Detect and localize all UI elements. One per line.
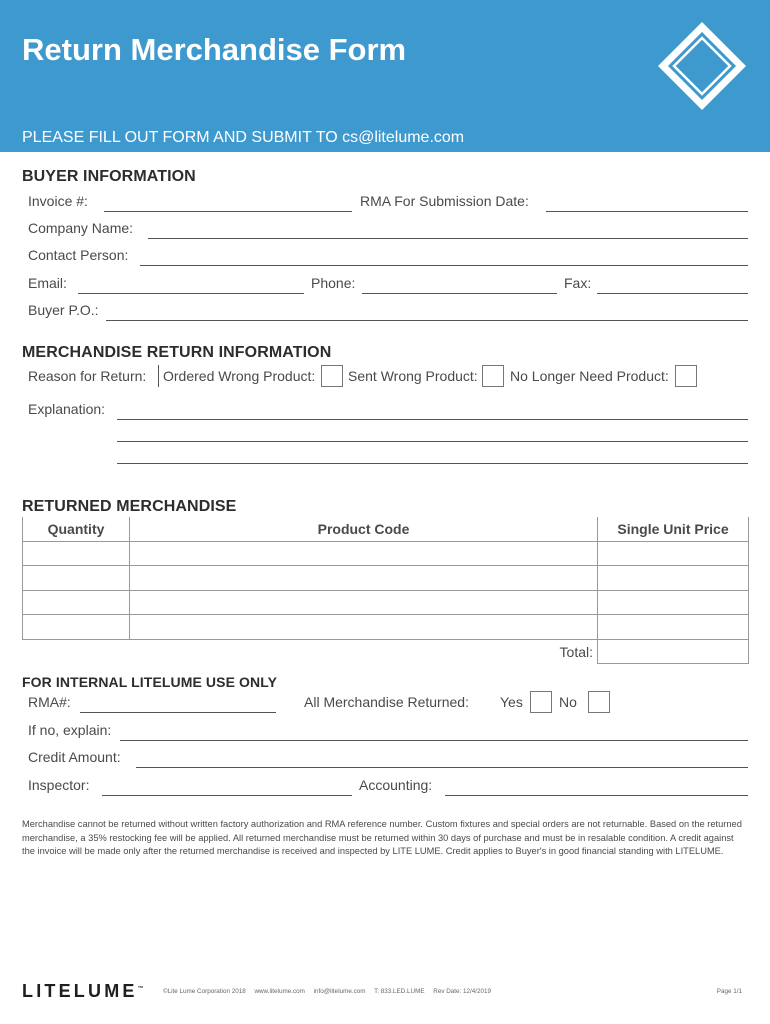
phone-field[interactable] [362,293,557,294]
explanation-label: Explanation: [28,401,106,417]
if-no-explain-field[interactable] [120,740,748,741]
rma-number-field[interactable] [80,712,276,713]
product-code-cell[interactable] [130,615,598,640]
phone-label: Phone: [311,275,356,291]
total-label: Total: [130,639,598,664]
contact-person-field[interactable] [140,265,748,266]
invoice-label: Invoice #: [28,193,88,209]
email-label: Email: [28,275,67,291]
product-code-cell[interactable] [130,566,598,591]
inspector-label: Inspector: [28,777,90,793]
ordered-wrong-label: Ordered Wrong Product: [163,368,316,384]
footer-phone: T: 833.LED.LUME [374,988,425,995]
sent-wrong-label: Sent Wrong Product: [348,368,478,384]
no-label: No [559,694,577,710]
total-cell[interactable] [598,639,749,664]
if-no-explain-label: If no, explain: [28,722,112,738]
internal-use-heading: FOR INTERNAL LITELUME USE ONLY [22,674,278,690]
litelume-logo [22,981,144,1002]
quantity-cell[interactable] [23,615,130,640]
sent-wrong-checkbox[interactable] [482,365,504,387]
footer-copyright: ©Lite Lume Corporation 2018 [163,988,246,995]
all-returned-label: All Merchandise Returned: [304,694,469,710]
ordered-wrong-checkbox[interactable] [321,365,343,387]
company-name-label: Company Name: [28,220,134,236]
unit-price-cell[interactable] [598,590,749,615]
inspector-field[interactable] [102,795,352,796]
no-longer-need-label: No Longer Need Product: [510,368,669,384]
unit-price-column-header: Single Unit Price [598,517,749,541]
form-title: Return Merchandise Form [22,32,407,67]
trademark-mark: ™ [137,986,144,992]
returned-merchandise-heading: RETURNED MERCHANDISE [22,498,237,515]
buyer-information-heading: BUYER INFORMATION [22,168,196,185]
credit-amount-label: Credit Amount: [28,749,121,765]
fax-label: Fax: [564,275,592,291]
logo-text: LITELUME [22,981,138,1001]
product-code-column-header: Product Code [130,517,598,541]
rma-number-label: RMA#: [28,694,71,710]
merchandise-return-heading: MERCHANDISE RETURN INFORMATION [22,344,332,361]
rma-date-label: RMA For Submission Date: [360,193,529,209]
quantity-cell[interactable] [23,541,130,566]
rma-date-field[interactable] [546,211,748,212]
unit-price-cell[interactable] [598,615,749,640]
quantity-cell[interactable] [23,590,130,615]
credit-amount-field[interactable] [136,767,748,768]
explanation-field-line-2[interactable] [117,441,748,442]
table-row [23,615,749,640]
buyer-po-label: Buyer P.O.: [28,302,99,318]
footer-email[interactable]: info@litelume.com [313,988,366,995]
unit-price-cell[interactable] [598,566,749,591]
table-row [23,566,749,591]
total-row [23,639,749,664]
invoice-field[interactable] [104,211,352,212]
fax-field[interactable] [597,293,748,294]
reason-divider [158,365,159,387]
footer-website[interactable]: www.litelume.com [254,988,305,995]
product-code-cell[interactable] [130,590,598,615]
table-row [23,590,749,615]
table-row [23,541,749,566]
no-longer-need-checkbox[interactable] [675,365,697,387]
accounting-field[interactable] [445,795,748,796]
terms-fine-print: Merchandise cannot be returned without written factory authorization and RMA reference number. Custom fixtures and special orders are not returnable. Based on the returned merchandise, a 35% restocking fee will be applied. All returned merchandise must be returned within 30 days of purchase and must be in resalable condition. A credit against the invoice will be made only after the returned merchandise is received and inspected by LITE LUME. Credit applies to Buyer's in good financial standing with LITELUME. [22,819,742,856]
quantity-cell[interactable] [23,566,130,591]
form-header [0,0,770,152]
accounting-label: Accounting: [359,777,433,793]
no-checkbox[interactable] [588,691,610,713]
diamond-logo-icon [656,20,748,112]
form-subtitle: PLEASE FILL OUT FORM AND SUBMIT TO cs@litelume.com [22,129,465,146]
yes-checkbox[interactable] [530,691,552,713]
yes-label: Yes [500,694,523,710]
footer-info [163,988,498,995]
quantity-column-header: Quantity [23,517,130,541]
company-name-field[interactable] [148,238,748,239]
email-field[interactable] [78,293,304,294]
reason-for-return-label: Reason for Return: [28,368,147,384]
buyer-po-field[interactable] [106,320,748,321]
product-code-cell[interactable] [130,541,598,566]
page-number: Page 1/1 [716,988,742,995]
unit-price-cell[interactable] [598,541,749,566]
explanation-field-line-1[interactable] [117,419,748,420]
footer-rev-date: Rev Date: 12/4/2019 [433,988,492,995]
contact-person-label: Contact Person: [28,247,129,263]
returned-merchandise-table [22,517,749,664]
explanation-field-line-3[interactable] [117,463,748,464]
